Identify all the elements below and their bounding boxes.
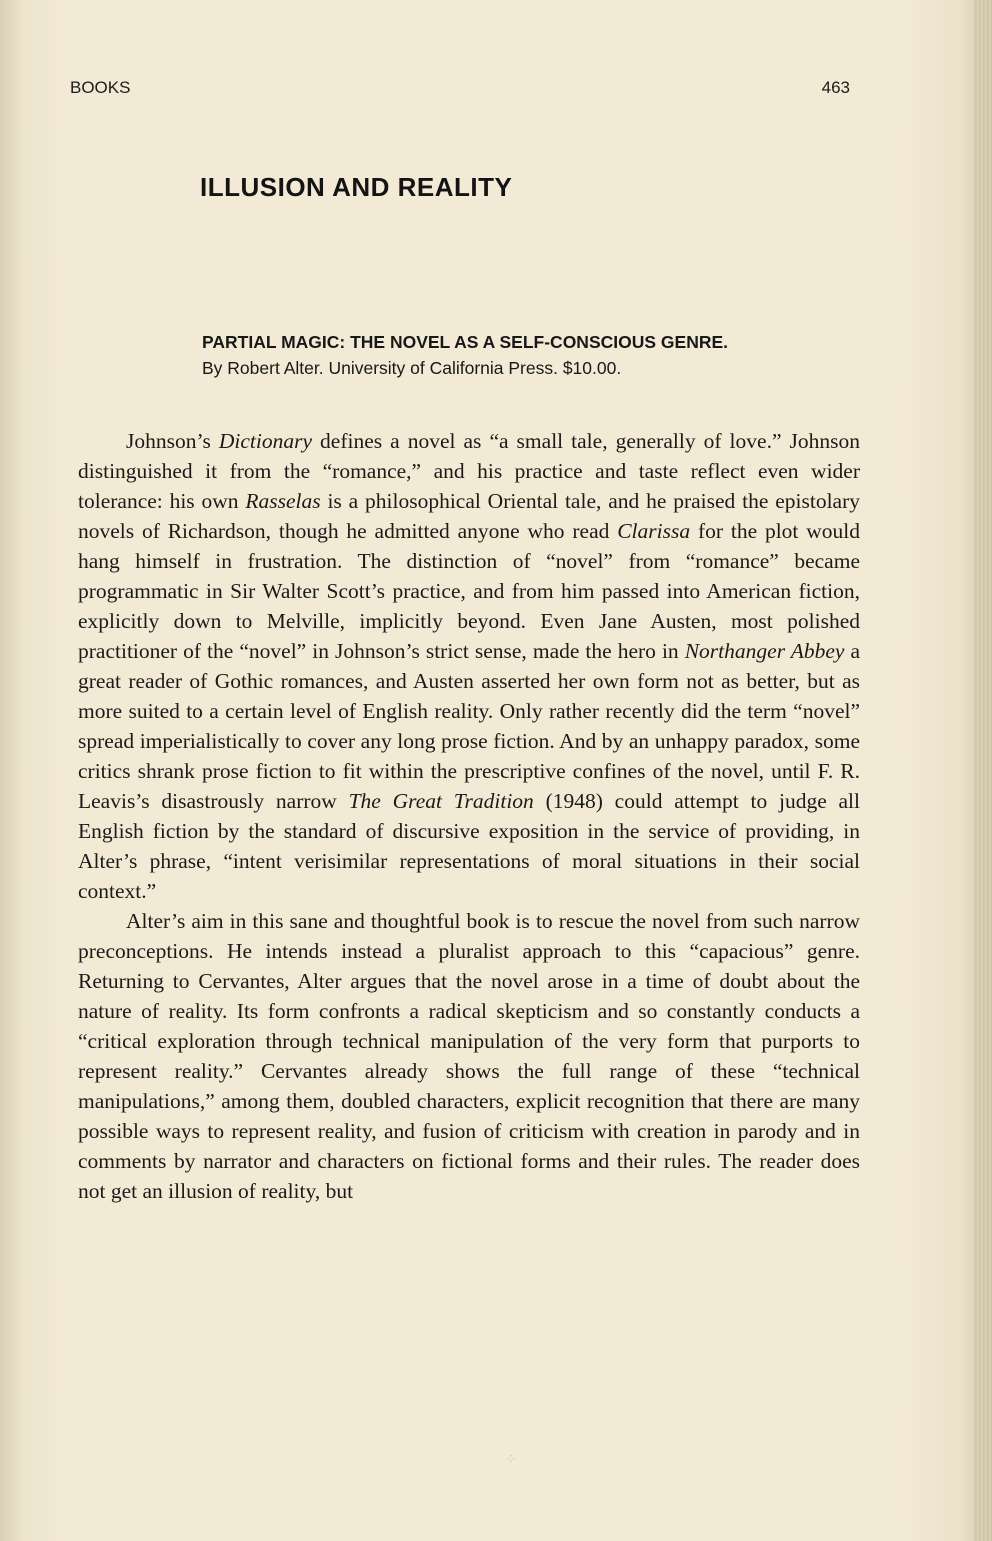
title-clarissa: Clarissa [617,519,691,543]
p1-text-e: a great reader of Gothic romances, and Austen asserted her own form not as better, but as more suited to a certain level of English reality. Only rather recently did the term “novel” spread imperialistically to cover any long prose fiction. And by an unhappy paradox, some critics shrank prose fiction to fit within the prescriptive confines of the novel, until F. R. Leavis’s disastrously narrow [78,639,860,813]
page-number: 463 [821,78,850,97]
book-title: PARTIAL MAGIC: THE NOVEL AS A SELF-CONSCIOUS GENRE. [202,332,728,352]
title-dictionary: Dictionary [218,429,313,453]
book-citation [202,329,862,381]
paper-mark: ⁘ [505,1452,517,1468]
book-publication-info: By Robert Alter. University of California Press. $10.00. [202,358,622,378]
title-northanger-abbey: Northanger Abbey [684,639,845,663]
review-body [78,426,860,1206]
section-label: BOOKS [70,78,131,97]
page-gutter-edge [974,0,992,1541]
p1-text-c: is a philosophical Oriental tale, and he praised the epistolary novels of Richardson, though he admitted anyone who read [78,489,860,543]
title-great-tradition: The Great Tradition [348,789,534,813]
p1-text-a: Johnson’s [126,429,219,453]
p1-text-d: for the plot would hang himself in frustration. The distinction of “novel” from “romance” became programmatic in Sir Walter Scott’s practice, and from him passed into American fiction, explicitly down to Melville, implicitly beyond. Even Jane Austen, most polished practitioner of the “novel” in Johnson’s strict sense, made the hero in [78,519,860,663]
title-rasselas: Rasselas [245,489,321,513]
article-title: ILLUSION AND REALITY [200,172,513,202]
paragraph-1 [78,426,860,906]
p1-text-b: defines a novel as “a small tale, generally of love.” Johnson distinguished it from the “romance,” and his practice and taste reflect even wider tolerance: his own [78,429,860,513]
p1-text-f: (1948) could attempt to judge all English fiction by the standard of discursive exposition in the service of providing, in Alter’s phrase, “intent verisimilar representations of moral situations in their social context.” [78,789,861,903]
paragraph-2: Alter’s aim in this sane and thoughtful book is to rescue the novel from such narrow preconceptions. He intends instead a pluralist approach to this “capacious” genre. Returning to Cervantes, Alter argues that the novel arose in a time of doubt about the nature of reality. Its form confronts a radical skepticism and so constantly conducts a “critical exploration through technical manipulation of the very form that purports to represent reality.” Cervantes already shows the full range of these “technical manipulations,” among them, doubled characters, explicit recognition that there are many possible ways to represent reality, and fusion of criticism with creation in parody and in comments by narrator and characters on fictional forms and their rules. The reader does not get an illusion of reality, but [78,909,860,1203]
running-head [70,78,850,98]
